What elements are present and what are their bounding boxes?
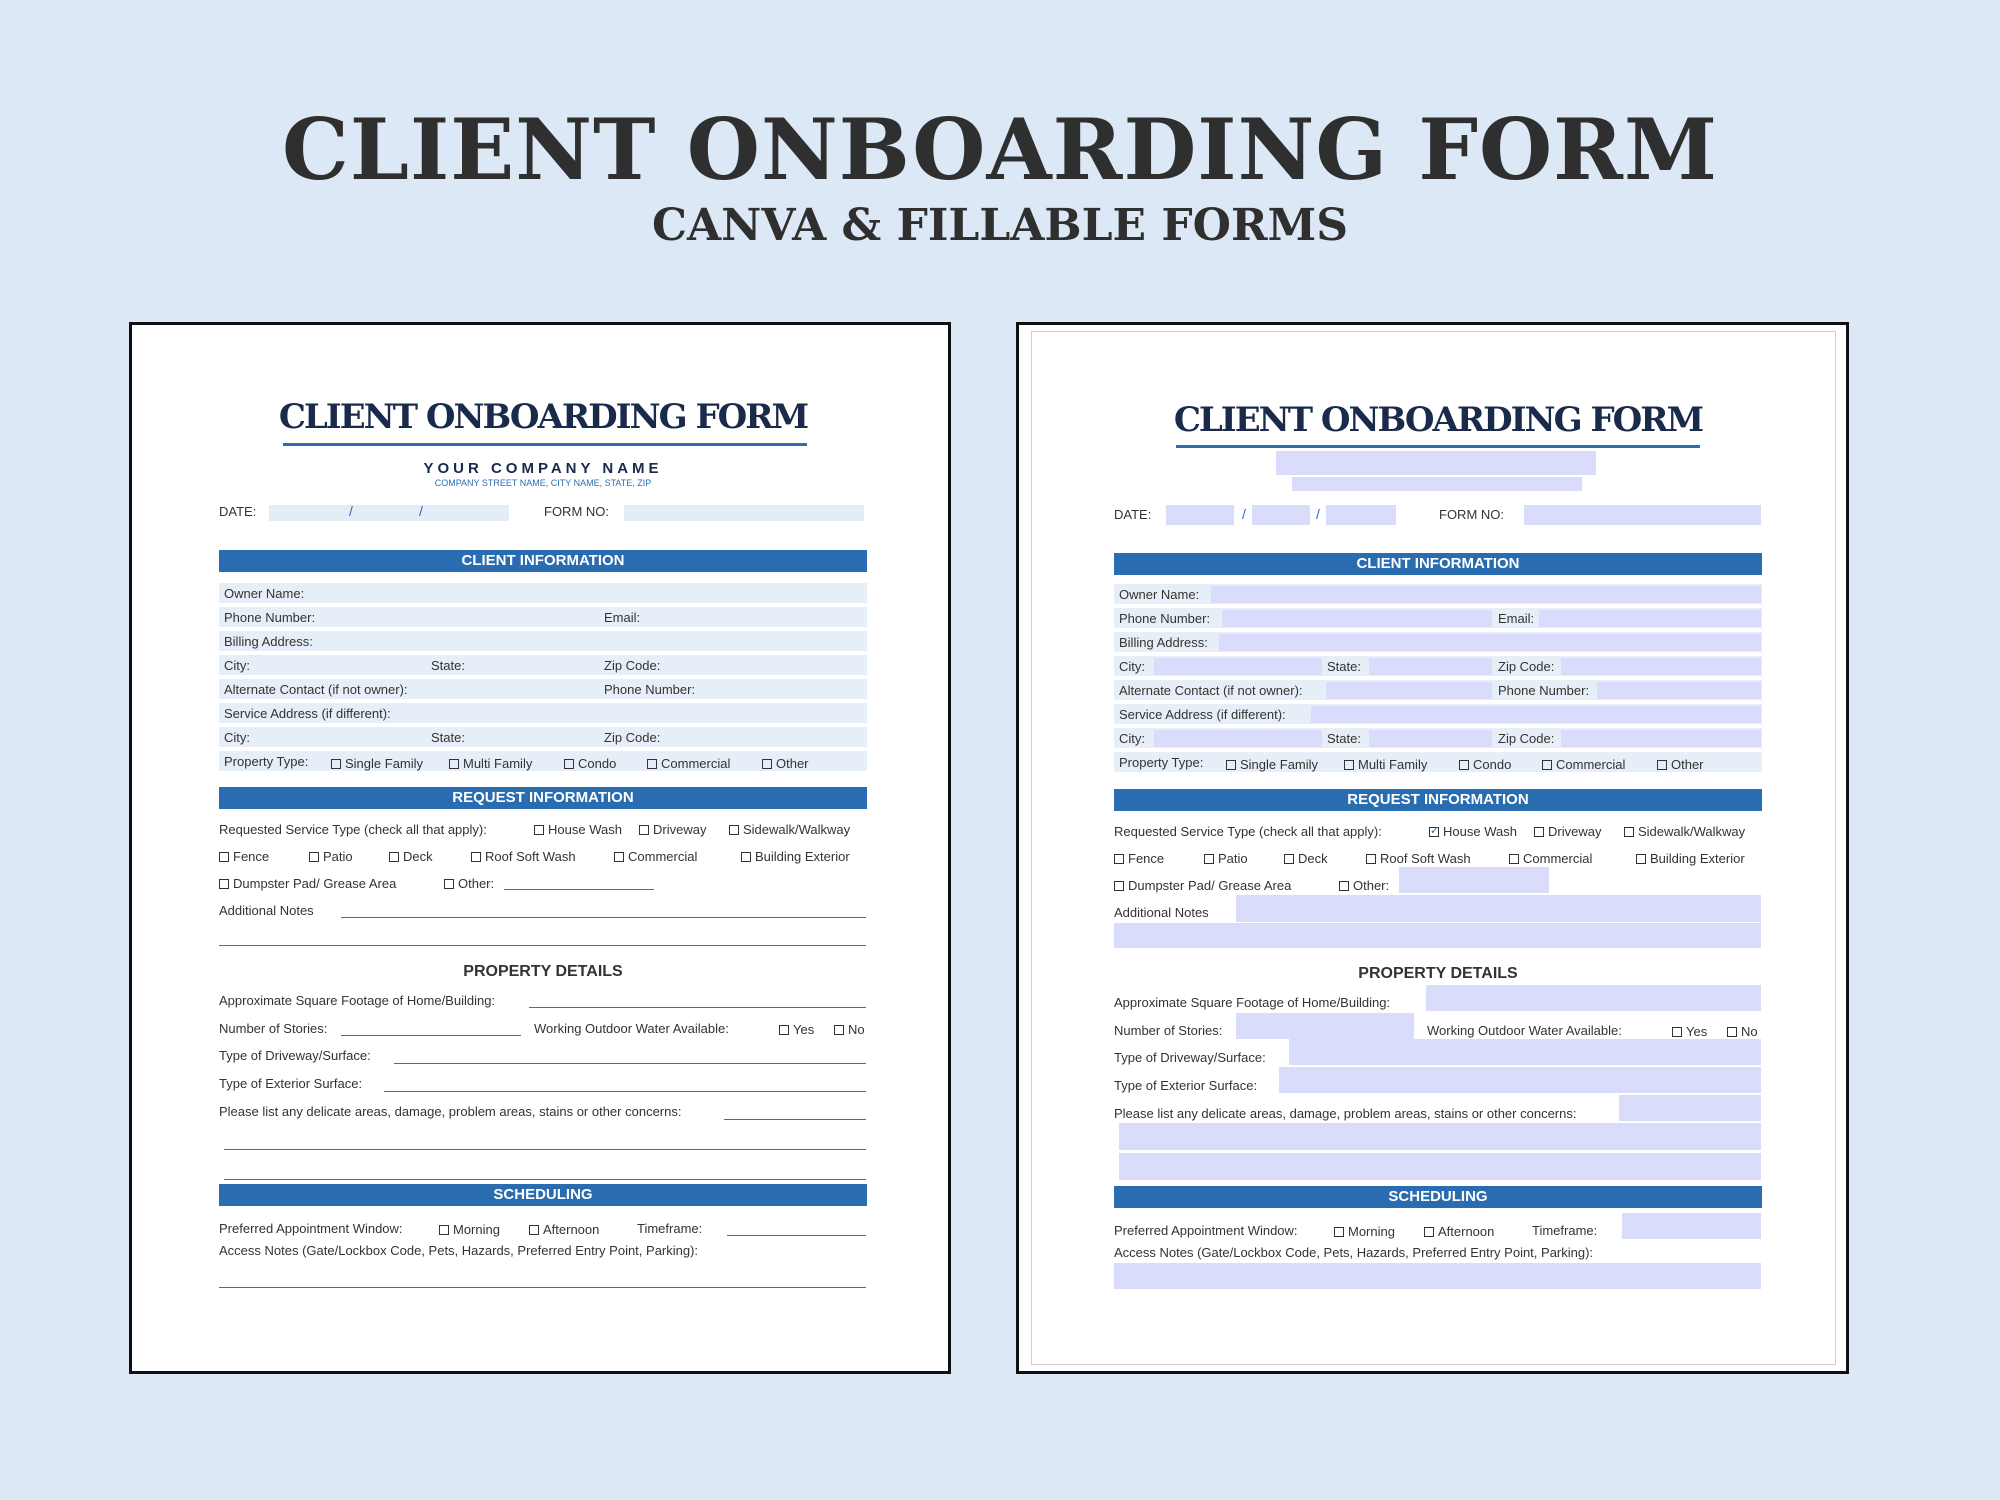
- driveway-label: Type of Driveway/Surface:: [219, 1048, 371, 1063]
- property-option[interactable]: Other: [1657, 757, 1704, 772]
- service-option[interactable]: Patio: [1204, 851, 1248, 866]
- water-yes[interactable]: Yes: [1672, 1024, 1707, 1039]
- service-option[interactable]: Driveway: [1534, 824, 1601, 839]
- exterior-line[interactable]: [384, 1091, 866, 1092]
- sq-footage-field[interactable]: [1426, 985, 1761, 1011]
- checkbox-icon[interactable]: [1226, 760, 1236, 770]
- requested-service-label: Requested Service Type (check all that apply):: [1114, 824, 1382, 839]
- service-option[interactable]: Commercial: [614, 849, 697, 864]
- service-option[interactable]: Sidewalk/Walkway: [729, 822, 850, 837]
- date-day-field[interactable]: [1252, 505, 1310, 525]
- checkbox-icon[interactable]: [439, 1225, 449, 1235]
- checkbox-icon[interactable]: [741, 852, 751, 862]
- concerns-line[interactable]: [224, 1149, 866, 1150]
- form-title: CLIENT ONBOARDING FORM: [1173, 400, 1703, 440]
- concerns-field[interactable]: [1119, 1123, 1761, 1150]
- afternoon-option[interactable]: Afternoon: [529, 1222, 599, 1237]
- date-separator: /: [1316, 506, 1320, 522]
- service-option[interactable]: Other:: [1339, 878, 1389, 893]
- service-option[interactable]: Other:: [444, 876, 494, 891]
- zip-label: Zip Code:: [1498, 659, 1555, 674]
- date-label: DATE:: [219, 504, 257, 519]
- owner-name-label: Owner Name:: [224, 586, 305, 601]
- billing-label: Billing Address:: [224, 634, 313, 649]
- checkbox-icon[interactable]: [729, 825, 739, 835]
- checkbox-icon[interactable]: [389, 852, 399, 862]
- window-label: Preferred Appointment Window:: [219, 1221, 403, 1236]
- checkbox-icon[interactable]: [449, 759, 459, 769]
- city-label: City:: [1119, 659, 1145, 674]
- date-year-field[interactable]: [1326, 505, 1396, 525]
- zip-field[interactable]: [1561, 658, 1761, 675]
- access-notes-label: Access Notes (Gate/Lockbox Code, Pets, Hazards, Preferred Entry Point, Parking):: [219, 1243, 699, 1258]
- checkbox-icon[interactable]: [529, 1225, 539, 1235]
- access-notes-line[interactable]: [219, 1287, 866, 1288]
- city-field[interactable]: [1154, 730, 1322, 747]
- page-title: CLIENT ONBOARDING FORM: [282, 100, 1718, 199]
- alt-contact-label: Alternate Contact (if not owner):: [1119, 683, 1303, 698]
- checkbox-icon[interactable]: [1366, 854, 1376, 864]
- service-option[interactable]: Roof Soft Wash: [1366, 851, 1471, 866]
- checkbox-icon[interactable]: [1284, 854, 1294, 864]
- timeframe-label: Timeframe:: [637, 1221, 703, 1236]
- zip-label: Zip Code:: [604, 730, 661, 745]
- date-label: DATE:: [1114, 507, 1152, 522]
- state-field[interactable]: [1369, 730, 1492, 747]
- alt-phone-field[interactable]: [1597, 682, 1761, 699]
- phone-row[interactable]: [219, 607, 867, 627]
- sq-footage-line[interactable]: [529, 1007, 866, 1008]
- water-no[interactable]: No: [834, 1022, 865, 1037]
- window-label: Preferred Appointment Window:: [1114, 1223, 1298, 1238]
- state-label: State:: [1327, 731, 1361, 746]
- title-underline: [1176, 445, 1700, 448]
- checkbox-icon[interactable]: [534, 825, 544, 835]
- driveway-field[interactable]: [1289, 1039, 1761, 1065]
- service-option[interactable]: Deck: [389, 849, 433, 864]
- additional-notes-label: Additional Notes: [1114, 905, 1209, 920]
- state-field[interactable]: [1369, 658, 1492, 675]
- access-notes-label: Access Notes (Gate/Lockbox Code, Pets, Hazards, Preferred Entry Point, Parking):: [1114, 1245, 1594, 1260]
- checkbox-icon[interactable]: [219, 852, 229, 862]
- checkbox-icon[interactable]: [564, 759, 574, 769]
- property-option[interactable]: Multi Family: [1344, 757, 1427, 772]
- exterior-label: Type of Exterior Surface:: [1114, 1078, 1258, 1093]
- billing-row[interactable]: [219, 631, 867, 651]
- additional-notes-label: Additional Notes: [219, 903, 314, 918]
- exterior-field[interactable]: [1279, 1067, 1761, 1093]
- canva-form-preview: [129, 322, 951, 1374]
- company-address: COMPANY STREET NAME, CITY NAME, STATE, ZIP: [434, 478, 652, 488]
- concerns-line[interactable]: [724, 1119, 866, 1120]
- water-no[interactable]: No: [1727, 1024, 1758, 1039]
- scheduling-heading: SCHEDULING: [1114, 1186, 1762, 1208]
- checkbox-icon[interactable]: [219, 879, 229, 889]
- request-info-heading: REQUEST INFORMATION: [219, 787, 867, 809]
- phone-field[interactable]: [1222, 610, 1492, 627]
- alt-phone-label: Phone Number:: [604, 682, 696, 697]
- property-option[interactable]: Commercial: [647, 756, 730, 771]
- city-label: City:: [224, 730, 250, 745]
- checkbox-icon[interactable]: [1344, 760, 1354, 770]
- city-label: City:: [224, 658, 250, 673]
- access-notes-field[interactable]: [1114, 1263, 1761, 1289]
- timeframe-line[interactable]: [727, 1235, 866, 1236]
- checkbox-icon[interactable]: [331, 759, 341, 769]
- service-option[interactable]: Sidewalk/Walkway: [1624, 824, 1745, 839]
- checkbox-icon[interactable]: [1727, 1027, 1737, 1037]
- driveway-label: Type of Driveway/Surface:: [1114, 1050, 1266, 1065]
- city-field[interactable]: [1154, 658, 1322, 675]
- sq-footage-label: Approximate Square Footage of Home/Building:: [219, 993, 496, 1008]
- checkbox-icon[interactable]: [1534, 827, 1544, 837]
- other-service-field[interactable]: [1399, 867, 1549, 893]
- email-field[interactable]: [1539, 610, 1761, 627]
- service-option[interactable]: Building Exterior: [741, 849, 850, 864]
- checkbox-icon[interactable]: [1657, 760, 1667, 770]
- form-no-label: FORM NO:: [1439, 507, 1504, 522]
- afternoon-option[interactable]: Afternoon: [1424, 1224, 1494, 1239]
- exterior-label: Type of Exterior Surface:: [219, 1076, 363, 1091]
- checkbox-icon[interactable]: [1459, 760, 1469, 770]
- fillable-form-preview: [1016, 322, 1849, 1374]
- checkbox-icon[interactable]: [1339, 881, 1349, 891]
- alt-contact-label: Alternate Contact (if not owner):: [224, 682, 408, 697]
- service-option[interactable]: Commercial: [1509, 851, 1592, 866]
- zip-label: Zip Code:: [1498, 731, 1555, 746]
- checkbox-icon[interactable]: [647, 759, 657, 769]
- date-month-field[interactable]: [1166, 505, 1234, 525]
- service-address-field[interactable]: [1311, 706, 1761, 723]
- water-yes[interactable]: Yes: [779, 1022, 814, 1037]
- checkbox-icon[interactable]: [1624, 827, 1634, 837]
- service-option[interactable]: Roof Soft Wash: [471, 849, 576, 864]
- service-option[interactable]: ✓ House Wash: [1429, 824, 1517, 839]
- notes-line[interactable]: [219, 945, 866, 946]
- company-name: YOUR COMPANY NAME: [423, 460, 663, 477]
- date-separator: /: [419, 503, 423, 519]
- notes-field[interactable]: [1236, 895, 1761, 922]
- stories-line[interactable]: [341, 1035, 521, 1036]
- form-no-label: FORM NO:: [544, 504, 609, 519]
- client-info-heading: CLIENT INFORMATION: [1114, 553, 1762, 575]
- service-option[interactable]: Building Exterior: [1636, 851, 1745, 866]
- concerns-label: Please list any delicate areas, damage, problem areas, stains or other concerns:: [1114, 1106, 1577, 1121]
- service-option[interactable]: Dumpster Pad/ Grease Area: [1114, 878, 1291, 893]
- date-field[interactable]: [269, 505, 509, 521]
- checkbox-icon[interactable]: [1424, 1227, 1434, 1237]
- water-label: Working Outdoor Water Available:: [534, 1021, 729, 1036]
- city-row[interactable]: [219, 655, 867, 675]
- property-details-heading: PROPERTY DETAILS: [463, 963, 623, 980]
- state-label: State:: [431, 730, 465, 745]
- timeframe-field[interactable]: [1622, 1213, 1761, 1239]
- concerns-line[interactable]: [224, 1179, 866, 1180]
- property-option[interactable]: Condo: [564, 756, 616, 771]
- date-separator: /: [349, 503, 353, 519]
- email-label: Email:: [604, 610, 641, 625]
- scheduling-heading: SCHEDULING: [219, 1184, 867, 1206]
- service-option[interactable]: Fence: [219, 849, 269, 864]
- owner-name-field[interactable]: [1211, 586, 1761, 603]
- stories-label: Number of Stories:: [1114, 1023, 1223, 1038]
- checkbox-icon[interactable]: [639, 825, 649, 835]
- concerns-field[interactable]: [1619, 1095, 1761, 1121]
- zip-label: Zip Code:: [604, 658, 661, 673]
- company-address-field[interactable]: [1292, 477, 1582, 491]
- stories-label: Number of Stories:: [219, 1021, 328, 1036]
- notes-field[interactable]: [1114, 923, 1761, 948]
- zip-field[interactable]: [1561, 730, 1761, 747]
- title-underline: [283, 443, 807, 446]
- timeframe-label: Timeframe:: [1532, 1223, 1598, 1238]
- checkbox-icon[interactable]: [1114, 854, 1124, 864]
- checkbox-icon[interactable]: [614, 852, 624, 862]
- driveway-line[interactable]: [394, 1063, 866, 1064]
- checkbox-icon[interactable]: [762, 759, 772, 769]
- morning-option[interactable]: Morning: [1334, 1224, 1395, 1239]
- city-label: City:: [1119, 731, 1145, 746]
- property-type-label: Property Type:: [1119, 755, 1204, 770]
- concerns-field[interactable]: [1119, 1153, 1761, 1180]
- notes-line[interactable]: [341, 917, 866, 918]
- morning-option[interactable]: Morning: [439, 1222, 500, 1237]
- request-info-heading: REQUEST INFORMATION: [1114, 789, 1762, 811]
- water-label: Working Outdoor Water Available:: [1427, 1023, 1622, 1038]
- checkbox-icon[interactable]: [1334, 1227, 1344, 1237]
- company-name-field[interactable]: [1276, 451, 1596, 475]
- alt-contact-field[interactable]: [1326, 682, 1492, 699]
- checkbox-checked-icon[interactable]: [1429, 827, 1439, 837]
- concerns-label: Please list any delicate areas, damage, problem areas, stains or other concerns:: [219, 1104, 682, 1119]
- checkbox-icon[interactable]: [444, 879, 454, 889]
- checkbox-icon[interactable]: [834, 1025, 844, 1035]
- property-option[interactable]: Multi Family: [449, 756, 532, 771]
- owner-name-label: Owner Name:: [1119, 587, 1200, 602]
- property-option[interactable]: Single Family: [1226, 757, 1318, 772]
- billing-label: Billing Address:: [1119, 635, 1208, 650]
- property-details-heading: PROPERTY DETAILS: [1358, 965, 1518, 982]
- checkbox-icon[interactable]: [309, 852, 319, 862]
- client-info-heading: CLIENT INFORMATION: [219, 550, 867, 572]
- checkbox-icon[interactable]: [1204, 854, 1214, 864]
- service-address-label: Service Address (if different):: [1119, 707, 1286, 722]
- service-option[interactable]: Driveway: [639, 822, 706, 837]
- phone-label: Phone Number:: [224, 610, 316, 625]
- phone-label: Phone Number:: [1119, 611, 1211, 626]
- sq-footage-label: Approximate Square Footage of Home/Building:: [1114, 995, 1391, 1010]
- service-option[interactable]: Patio: [309, 849, 353, 864]
- form-no-field[interactable]: [1524, 505, 1761, 525]
- owner-name-row[interactable]: [219, 583, 867, 603]
- service-option[interactable]: House Wash: [534, 822, 622, 837]
- city-row[interactable]: [219, 727, 867, 747]
- checkbox-icon[interactable]: [1636, 854, 1646, 864]
- checkbox-icon[interactable]: [471, 852, 481, 862]
- form-no-field[interactable]: [624, 505, 864, 521]
- checkbox-icon[interactable]: [779, 1025, 789, 1035]
- property-option[interactable]: Other: [762, 756, 809, 771]
- checkbox-icon[interactable]: [1509, 854, 1519, 864]
- property-type-label: Property Type:: [224, 754, 309, 769]
- property-option[interactable]: Commercial: [1542, 757, 1625, 772]
- checkbox-icon[interactable]: [1672, 1027, 1682, 1037]
- service-option[interactable]: Fence: [1114, 851, 1164, 866]
- date-separator: /: [1242, 506, 1246, 522]
- stories-field[interactable]: [1236, 1013, 1414, 1039]
- checkbox-icon[interactable]: [1542, 760, 1552, 770]
- service-option[interactable]: Deck: [1284, 851, 1328, 866]
- alt-phone-label: Phone Number:: [1498, 683, 1590, 698]
- property-option[interactable]: Single Family: [331, 756, 423, 771]
- service-address-label: Service Address (if different):: [224, 706, 391, 721]
- page-subtitle: CANVA & FILLABLE FORMS: [651, 200, 1349, 251]
- state-label: State:: [431, 658, 465, 673]
- form-title: CLIENT ONBOARDING FORM: [278, 397, 808, 437]
- billing-field[interactable]: [1219, 634, 1761, 651]
- property-option[interactable]: Condo: [1459, 757, 1511, 772]
- requested-service-label: Requested Service Type (check all that apply):: [219, 822, 487, 837]
- other-line[interactable]: [504, 889, 654, 890]
- service-option[interactable]: Dumpster Pad/ Grease Area: [219, 876, 396, 891]
- email-label: Email:: [1498, 611, 1535, 626]
- state-label: State:: [1327, 659, 1361, 674]
- checkbox-icon[interactable]: [1114, 881, 1124, 891]
